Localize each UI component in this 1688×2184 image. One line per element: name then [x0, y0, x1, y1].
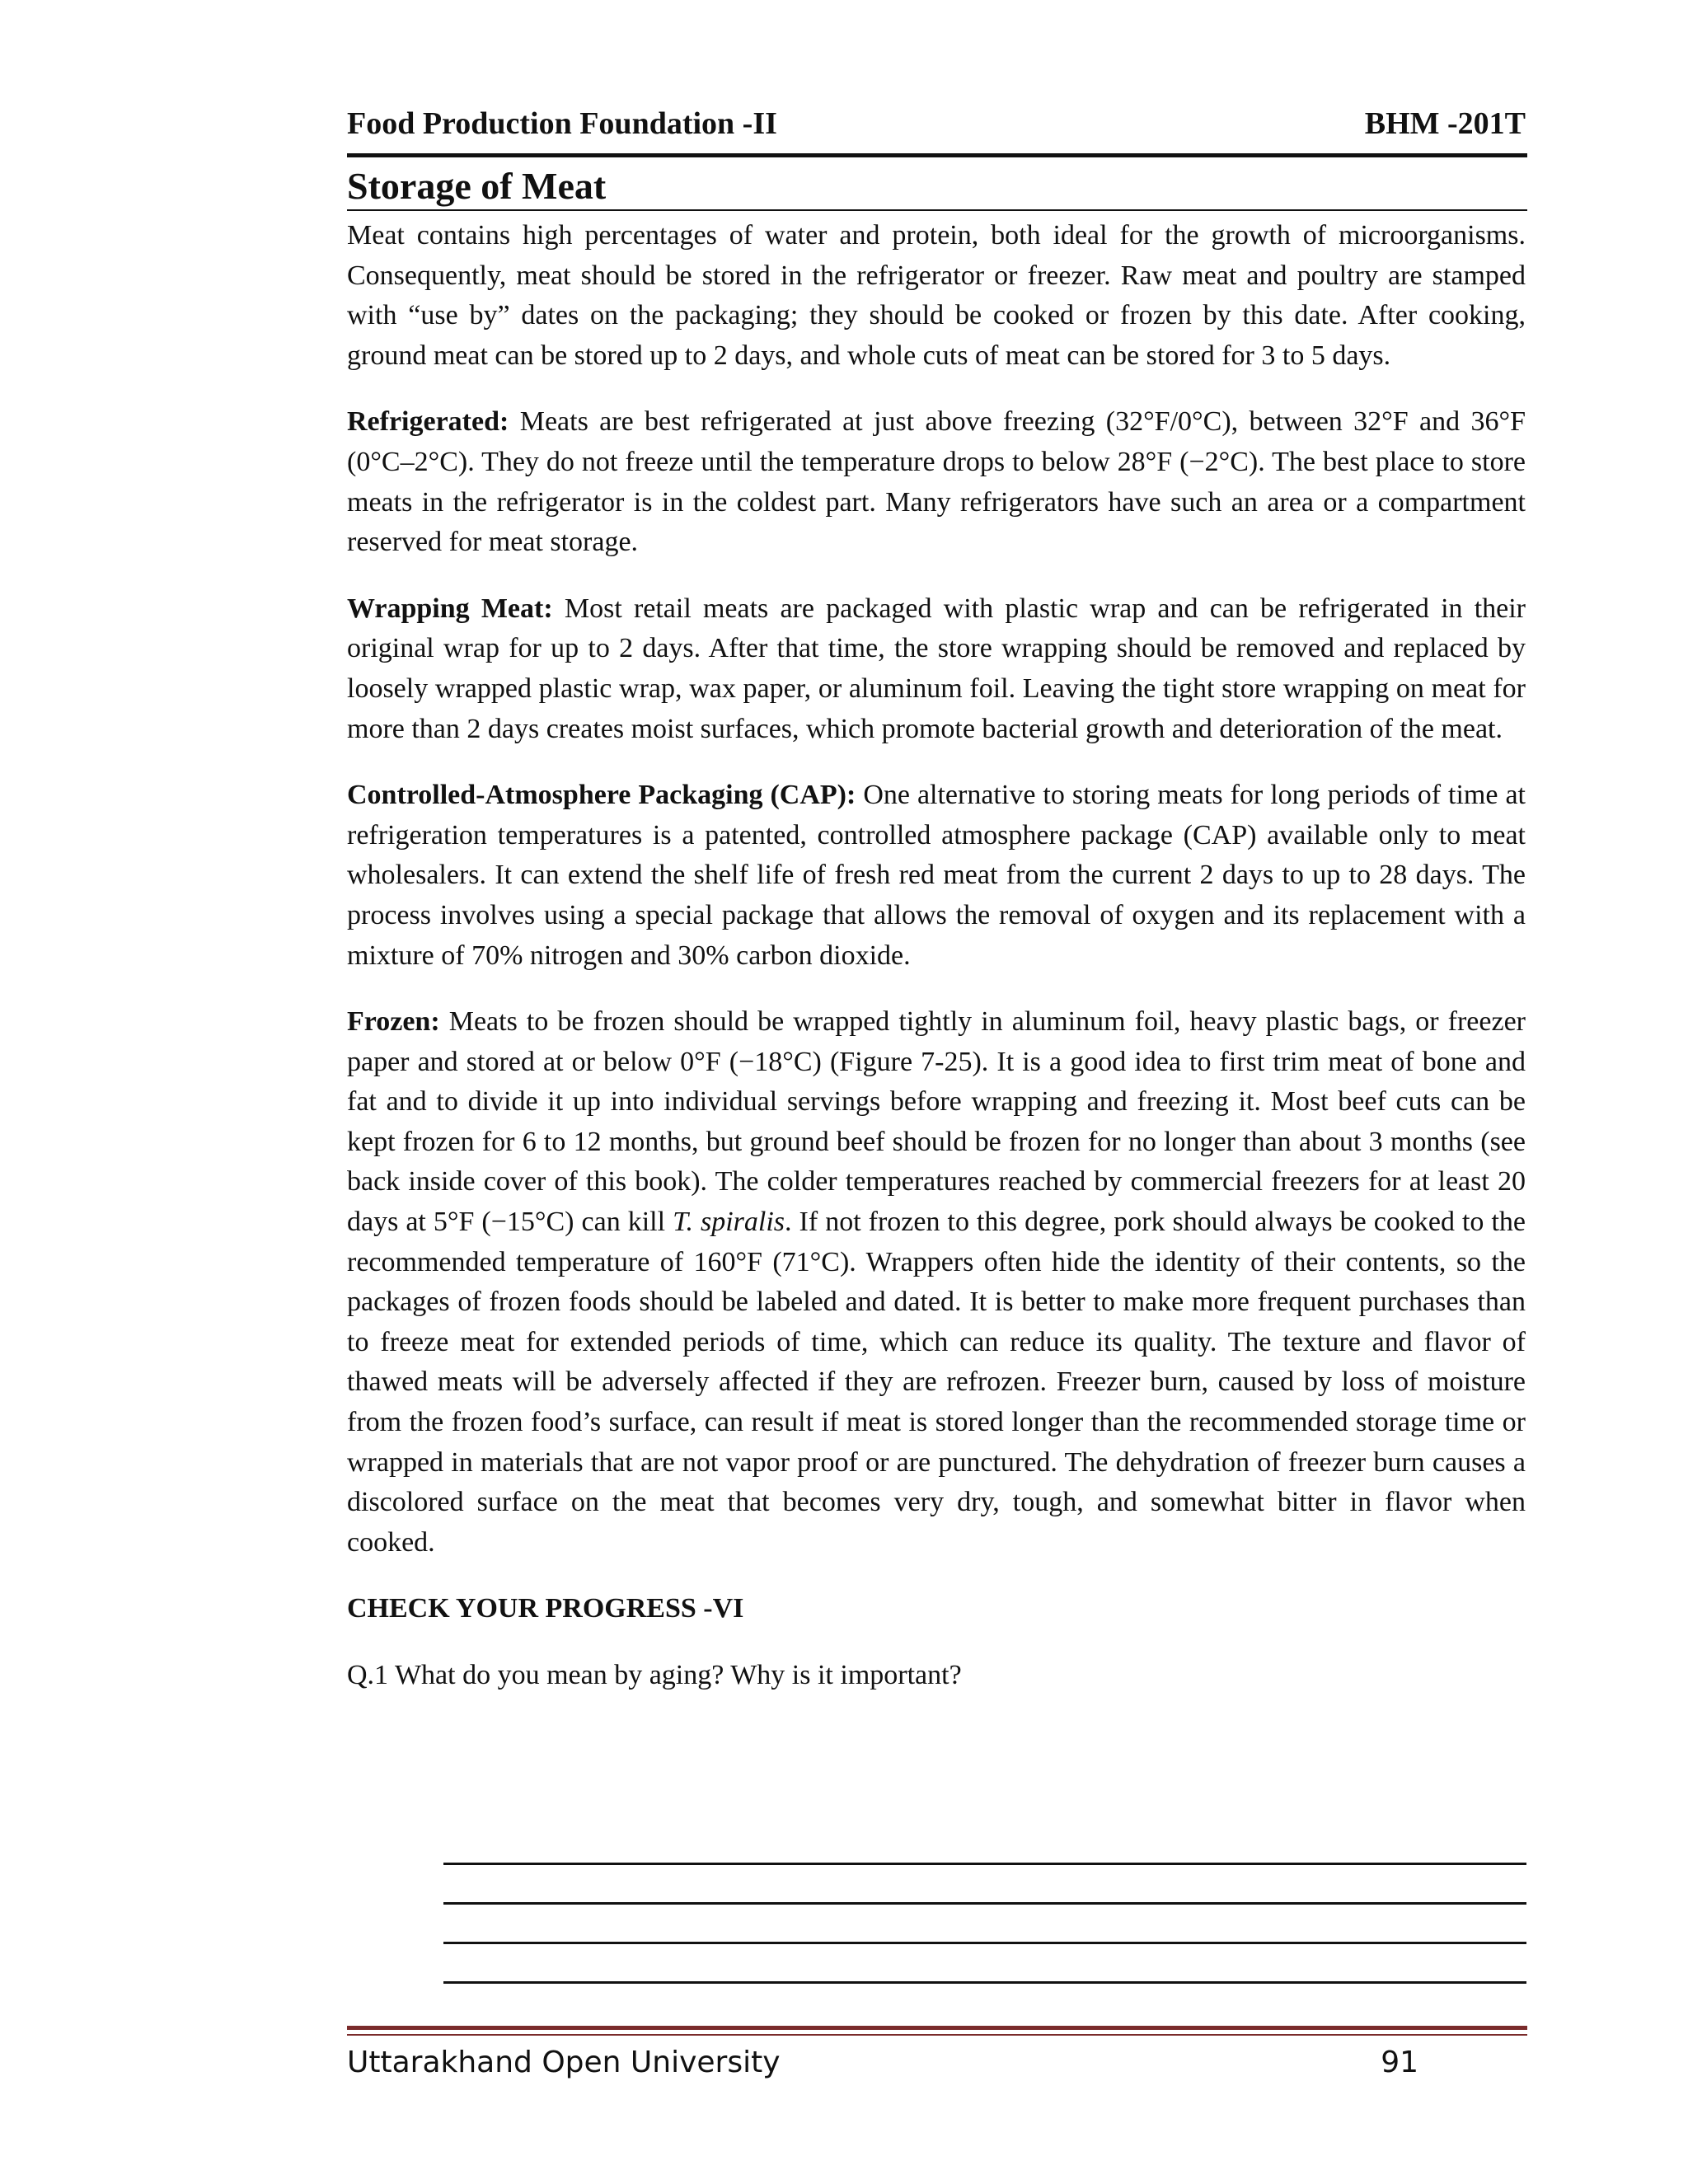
university-name: Uttarakhand Open University — [347, 2046, 781, 2079]
intro-paragraph: Meat contains high percentages of water and protein, both ideal for the growth of microorganisms. Consequently, meat should be stored in the refrigerator or freezer. Raw meat and poultry are stamped with “use by” dates on the packaging; they should be cooked or frozen by this date. After cooking, ground meat can be stored up to 2 days, and whole cuts of meat can be stored for 3 to 5 days. — [347, 220, 1526, 371]
frozen-italic-term: T. spiralis — [673, 1207, 785, 1238]
check-progress-heading: CHECK YOUR PROGRESS -VI — [347, 1593, 744, 1624]
section-title: Storage of Meat — [347, 165, 607, 207]
refrigerated-label: Refrigerated: — [347, 406, 509, 438]
header-divider — [347, 153, 1527, 157]
title-underline — [347, 209, 1527, 211]
answer-line — [443, 1981, 1526, 1984]
answer-line — [443, 1942, 1526, 1944]
refrigerated-paragraph — [347, 402, 1526, 562]
answer-line — [443, 1863, 1526, 1865]
footer-divider-thick — [347, 2026, 1527, 2030]
wrapping-label: Wrapping Meat: — [347, 593, 553, 624]
frozen-label: Frozen: — [347, 1006, 440, 1038]
frozen-paragraph — [347, 1002, 1526, 1563]
question-1: Q.1 What do you mean by aging? Why is it important? — [347, 1660, 962, 1690]
wrapping-text: Most retail meats are packaged with plastic wrap and can be refrigerated in their original wrap for up to 2 days. After that time, the store wrapping should be removed and replaced by loosely wrapped plastic wrap, wax paper, or aluminum foil. Leaving the tight store wrapping on meat for more than 2 days creates moist surfaces, which promote bacterial growth and deterioration of the meat. — [347, 593, 1526, 744]
cap-label: Controlled-Atmosphere Packaging (CAP): — [347, 780, 856, 811]
footer-divider-thin — [347, 2034, 1527, 2036]
page-number: 91 — [1381, 2046, 1418, 2079]
page-footer — [347, 2044, 1418, 2082]
frozen-text-after: . If not frozen to this degree, pork should always be cooked to the recommended temperature of 160°F (71°C). Wrappers often hide the identity of their contents, so the packages of frozen foods should be labeled and dated. It is better to make more frequent purchases than to freeze meat for extended periods of time, which can reduce its quality. The texture and flavor of thawed meats will be adversely affected if they are refrozen. Freezer burn, caused by loss of moisture from the frozen food’s surface, can result if meat is stored longer than the recommended storage time or wrapped in materials that are not vapor proof or are punctured. The dehydration of freezer burn causes a discolored surface on the meat that becomes very dry, tough, and somewhat bitter in flavor when cooked. — [347, 1207, 1526, 1558]
frozen-text-before: Meats to be frozen should be wrapped tightly in aluminum foil, heavy plastic bags, or freezer paper and stored at or below 0°F (−18°C) (Figure 7-25). It is a good idea to first trim meat of bone and fat and to divide it up into individual servings before wrapping and freezing it. Most beef cuts can be kept frozen for 6 to 12 months, but ground beef should be frozen for no longer than about 3 months (see back inside cover of this book). The colder temperatures reached by commercial freezers for at least 20 days at 5°F (−15°C) can kill — [347, 1006, 1526, 1238]
page-header — [347, 92, 1526, 142]
cap-text: One alternative to storing meats for long periods of time at refrigeration temperatures is a patented, controlled atmosphere package (CAP) available only to meat wholesalers. It can extend the shelf life of fresh red meat from the current 2 days to up to 28 days. The process involves using a special package that allows the removal of oxygen and its replacement with a mixture of 70% nitrogen and 30% carbon dioxide. — [347, 780, 1526, 971]
course-title: Food Production Foundation -II — [347, 106, 777, 141]
body-text — [347, 216, 1526, 1722]
wrapping-paragraph — [347, 589, 1526, 749]
course-code: BHM -201T — [1364, 106, 1526, 141]
cap-paragraph — [347, 776, 1526, 976]
refrigerated-text: Meats are best refrigerated at just above freezing (32°F/0°C), between 32°F and 36°F (0°C–2°C). They do not freeze until the temperature drops to below 28°F (−2°C). The best place to store meats in the refrigerator is in the coldest part. Many refrigerators have such an area or a compartment reserved for meat storage. — [347, 406, 1526, 558]
answer-line — [443, 1902, 1526, 1905]
